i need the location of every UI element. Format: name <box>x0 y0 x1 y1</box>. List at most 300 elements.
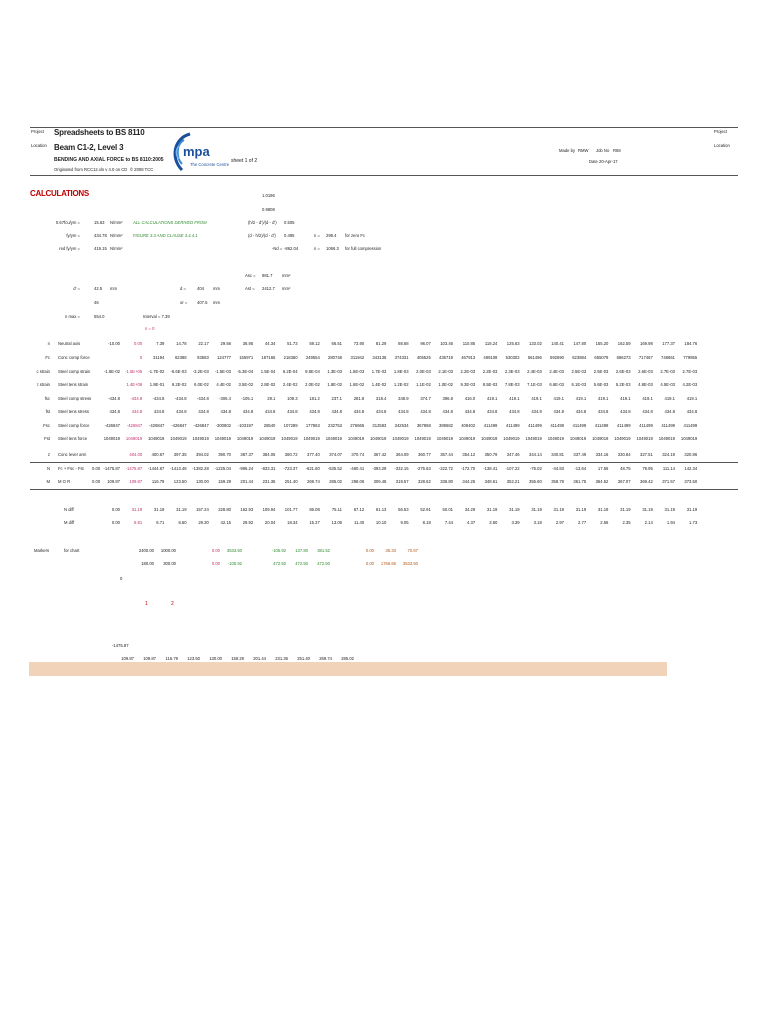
table-cell: 29.1 <box>267 396 276 401</box>
n1-value: 299.4 <box>326 233 337 238</box>
row-description: Steel tens stress <box>58 409 89 414</box>
table-cell: 434.8 <box>686 409 698 414</box>
table-cell: 181.2 <box>309 396 320 401</box>
table-cell: 419.1 <box>620 396 631 401</box>
table-cell: 1049019 <box>636 436 653 441</box>
mdiff-cell: 15.27 <box>309 520 320 525</box>
table-cell: 1.4E-02 <box>371 382 387 387</box>
mdiff-cell: 3.39 <box>511 520 520 525</box>
table-cell: -1382.28 <box>192 466 209 471</box>
bottom-cell: 231.36 <box>275 656 288 661</box>
marker-cell: 1000.00 <box>160 548 176 553</box>
ndiff-cell: 67.12 <box>353 507 365 512</box>
table-cell: 2.3E-03 <box>504 369 520 374</box>
row-description: Conc comp force <box>58 355 90 360</box>
table-cell: 347.46 <box>506 452 520 457</box>
table-cell: 1049019 <box>259 436 276 441</box>
ndiff-cell: 31.19 <box>531 507 542 512</box>
ast-value: 2412.7 <box>262 286 275 291</box>
table-cell: 1.4E+06 <box>126 382 143 387</box>
table-cell: 318.4 <box>375 396 387 401</box>
table-cell: -460.41 <box>349 466 365 471</box>
mdiff-cell: 20.04 <box>264 520 276 525</box>
table-cell: -3.2E-03 <box>192 369 209 374</box>
table-cell: 4.5E-03 <box>660 382 675 387</box>
table-cell: 1.8E-03 <box>393 369 409 374</box>
table-cell: 4.4E-02 <box>216 382 231 387</box>
dprime-label: d' = <box>73 286 80 291</box>
table-cell: 419.1 <box>509 396 520 401</box>
marker-cell: 0.00 <box>365 548 374 553</box>
bottom-cell: 116.79 <box>165 656 178 661</box>
marker-cell: 472.50 <box>295 561 308 566</box>
highlight-band <box>29 662 667 676</box>
table-cell: 623884 <box>572 355 587 360</box>
nmax-label: n max = <box>64 314 80 319</box>
table-cell: -723.37 <box>283 466 298 471</box>
table-cell: 361.75 <box>573 479 587 484</box>
table-cell: 434.8 <box>531 409 542 414</box>
table-cell: 118.24 <box>484 341 498 346</box>
table-cell: 434.8 <box>597 409 609 414</box>
marker-cell: 472.50 <box>317 561 330 566</box>
table-cell: 44.34 <box>264 341 276 346</box>
table-cell: 1049019 <box>281 436 298 441</box>
table-cell: 434.8 <box>331 409 342 414</box>
table-cell: 1049019 <box>547 436 564 441</box>
table-cell: 434.8 <box>353 409 365 414</box>
row-description: Steel comp force <box>58 423 90 428</box>
table-cell: 1049019 <box>370 436 387 441</box>
table-cell: 2.7E-03 <box>660 369 675 374</box>
table-cell: 374331 <box>394 355 409 360</box>
table-cell: 411499 <box>683 423 698 428</box>
asc-label: Asc = <box>245 273 256 278</box>
table-cell: -426847 <box>149 423 165 428</box>
table-cell: 123.50 <box>173 479 187 484</box>
table-cell: 434.8 <box>664 409 675 414</box>
ndiff-cell: 157.24 <box>195 507 209 512</box>
table-cell: 276665 <box>350 423 365 428</box>
table-cell: 1049019 <box>148 436 165 441</box>
table-cell: 6.0E-02 <box>194 382 209 387</box>
table-cell: -621.60 <box>305 466 320 471</box>
table-cell: -426847 <box>171 423 187 428</box>
made-by-label: Made by <box>559 148 576 153</box>
table-cell: 360.77 <box>417 452 431 457</box>
table-cell: 434.8 <box>287 409 298 414</box>
table-cell: 686273 <box>616 355 631 360</box>
marker-cell: -105.92 <box>271 548 286 553</box>
table-cell: 561496 <box>527 355 542 360</box>
table-cell: 124777 <box>217 355 231 360</box>
sheet-number: sheet 1 of 2 <box>231 158 258 164</box>
table-cell: 411499 <box>550 423 564 428</box>
row-description: Neutral axis <box>58 341 81 346</box>
table-cell: 7.8E-03 <box>504 382 520 387</box>
bottom-cell: 251.40 <box>297 656 310 661</box>
param-v2: 0.9808 <box>262 207 275 212</box>
table-cell: 411499 <box>505 423 520 428</box>
table-cell: 411499 <box>616 423 631 428</box>
n1-label: n = <box>314 233 320 238</box>
mdiff-cell: 3.18 <box>533 520 542 525</box>
or-unit: mm <box>213 300 220 305</box>
ndiff-cell: 31.19 <box>642 507 653 512</box>
table-cell: -103197 <box>237 423 254 428</box>
table-cell: -138.41 <box>483 466 498 471</box>
table-cell: 319.57 <box>395 479 409 484</box>
table-cell: 367868 <box>416 423 431 428</box>
fcu-value: 15.63 <box>94 220 105 225</box>
d-value: 404 <box>197 286 204 291</box>
table-cell: 36.95 <box>242 341 254 346</box>
table-cell: -434.8 <box>152 396 165 401</box>
ndiff-cell: 61.13 <box>375 507 387 512</box>
table-cell: 249554 <box>305 355 320 360</box>
table-cell: 499108 <box>483 355 498 360</box>
table-cell: -306.4 <box>219 396 231 401</box>
table-cell: 358.78 <box>551 479 564 484</box>
ndiff-cell: 34.29 <box>464 507 476 512</box>
row-prefix-value: 0.00 <box>92 466 101 471</box>
ast-label: Ast = <box>245 286 255 291</box>
table-cell: -1413.48 <box>170 466 187 471</box>
table-cell: 419.1 <box>664 396 675 401</box>
table-cell: 79.95 <box>642 466 653 471</box>
table-cell: 162.59 <box>617 341 631 346</box>
table-cell: 348.9 <box>398 396 409 401</box>
table-cell: -172.70 <box>460 466 476 471</box>
marker-one: 1 <box>145 601 148 607</box>
mdiff-cell: 1.73 <box>689 520 698 525</box>
bottom-n-value: -1475.87 <box>112 643 129 648</box>
table-cell: -107.22 <box>505 466 520 471</box>
table-cell: 404.00 <box>129 452 143 457</box>
marker-cell: -105.92 <box>227 561 242 566</box>
mdiff-label: M diff <box>64 520 75 525</box>
table-cell: 1049019 <box>525 436 542 441</box>
formula-3-value: -862.04 <box>284 246 299 251</box>
table-cell: 419.1 <box>575 396 587 401</box>
table-cell: 748661 <box>661 355 675 360</box>
table-cell: 93583 <box>197 355 209 360</box>
table-cell: 434.8 <box>620 409 631 414</box>
table-cell: 28540 <box>263 423 276 428</box>
table-cell: 373.50 <box>684 479 698 484</box>
originated-note: Originated from RCC12.xls v 4.0 on CD <box>54 167 128 172</box>
location-label: Location <box>31 143 47 148</box>
table-cell: -1.5E-03 <box>214 369 231 374</box>
job-no-label: Job No <box>596 148 610 153</box>
table-cell: 434.8 <box>375 409 387 414</box>
table-cell: 177863 <box>305 423 320 428</box>
table-cell: 1049019 <box>658 436 675 441</box>
table-cell: -1.6E-02 <box>103 369 120 374</box>
ndiff-cell: 101.77 <box>284 507 298 512</box>
table-cell: 109.3 <box>287 396 298 401</box>
table-cell: 62388 <box>174 355 187 360</box>
marker-cell: 472.50 <box>273 561 286 566</box>
table-cell: -76.02 <box>529 466 542 471</box>
table-cell: -833.31 <box>261 466 276 471</box>
table-cell: 434.8 <box>131 409 143 414</box>
table-cell: 419.1 <box>486 396 498 401</box>
table-cell: 348.61 <box>484 479 498 484</box>
marker-cell: 0.00 <box>365 561 374 566</box>
title-line3: BENDING AND AXIAL FORCE to BS 8110:2005 <box>54 157 164 163</box>
table-cell: -275.63 <box>416 466 431 471</box>
ndiff-label: N diff <box>64 507 74 512</box>
table-cell: 434.8 <box>309 409 320 414</box>
mdiff-cell: 2.77 <box>578 520 587 525</box>
marker-cell: 180.00 <box>141 561 154 566</box>
table-cell: 434.8 <box>242 409 254 414</box>
table-cell: 434.8 <box>553 409 564 414</box>
ndiff-cell: 50.01 <box>442 507 453 512</box>
ndiff-cell: 86.08 <box>309 507 320 512</box>
formula-3: -Nd = <box>272 246 283 251</box>
asc-value: 981.7 <box>262 273 273 278</box>
table-cell: 2.1E-03 <box>438 369 453 374</box>
table-cell: -1225.04 <box>214 466 231 471</box>
table-cell: -13.64 <box>574 466 587 471</box>
table-cell: 405525 <box>416 355 431 360</box>
table-cell: 1.7E-03 <box>371 369 387 374</box>
ndiff-cell: 31.19 <box>620 507 631 512</box>
dprime-unit: mm <box>110 286 117 291</box>
table-cell: 411499 <box>483 423 498 428</box>
fcu-unit: N/mm² <box>110 220 123 225</box>
table-cell: 109.87 <box>107 479 120 484</box>
table-cell: 9.2E-02 <box>171 382 187 387</box>
formula-1-value: 0.505 <box>284 220 295 225</box>
table-cell: 434.8 <box>109 409 120 414</box>
table-cell: 2.4E-03 <box>527 369 542 374</box>
table-cell: -1.5E+05 <box>125 369 143 374</box>
table-cell: -535.52 <box>327 466 342 471</box>
table-cell: 3.5E-02 <box>238 382 254 387</box>
table-cell: 1049019 <box>325 436 342 441</box>
table-cell: 201.44 <box>240 479 254 484</box>
table-cell: 48.75 <box>620 466 631 471</box>
table-cell: 408402 <box>461 423 476 428</box>
mdiff-cell: 6.71 <box>156 520 165 525</box>
table-cell: 2.5E-03 <box>571 369 587 374</box>
table-cell: 177.37 <box>662 341 675 346</box>
table-cell: 155971 <box>239 355 254 360</box>
table-cell: 1.1E-02 <box>416 382 431 387</box>
table-cell: 1049019 <box>170 436 187 441</box>
table-cell: 1.5E-03 <box>349 369 365 374</box>
table-cell: -222.72 <box>438 466 453 471</box>
table-cell: 2.5E-03 <box>593 369 609 374</box>
right-project-label: Project <box>714 129 728 134</box>
table-cell: 337.49 <box>573 452 587 457</box>
table-cell: 133.02 <box>528 341 542 346</box>
table-cell: 434.8 <box>398 409 409 414</box>
table-cell: 717467 <box>638 355 653 360</box>
table-cell: 369.42 <box>639 479 653 484</box>
table-cell: 371.57 <box>662 479 675 484</box>
table-cell: -6.6E-03 <box>170 369 187 374</box>
table-cell: 4.2E-03 <box>682 382 698 387</box>
bottom-cell: 123.50 <box>187 656 200 661</box>
table-cell: 1049019 <box>592 436 609 441</box>
table-cell: 2.6E-03 <box>638 369 653 374</box>
table-cell: -1.7E-02 <box>148 369 165 374</box>
table-cell: 380.72 <box>284 452 298 457</box>
table-cell: 434.8 <box>642 409 653 414</box>
interval-note: Interval = 7.39 <box>143 314 170 319</box>
mdiff-cell: 29.30 <box>198 520 209 525</box>
row-label: z <box>47 452 50 457</box>
fy-unit: N/mm² <box>110 233 123 238</box>
table-cell: 394.02 <box>195 452 209 457</box>
d-unit: mm <box>213 286 220 291</box>
or-value: 407.5 <box>197 300 208 305</box>
table-cell: 416.0 <box>464 396 476 401</box>
row-label: Fc <box>45 355 50 360</box>
row-label: M <box>46 479 50 484</box>
table-cell: 269.74 <box>306 479 320 484</box>
table-cell: 1049019 <box>481 436 498 441</box>
mdiff-cell: 8.18 <box>422 520 431 525</box>
mdiff-cell: 2.56 <box>600 520 609 525</box>
table-cell: 419.1 <box>597 396 609 401</box>
table-cell: 352.21 <box>506 479 520 484</box>
ndiff-cell: 31.19 <box>153 507 165 512</box>
table-cell: 6.1E-03 <box>571 382 587 387</box>
formula-2-value: 0.495 <box>284 233 295 238</box>
table-cell: -434.8 <box>196 396 209 401</box>
logo-text: mpa <box>183 144 210 159</box>
mdiff-cell: 42.15 <box>220 520 231 525</box>
ndiff-cell: 228.80 <box>218 507 231 512</box>
redfy-unit: N/mm² <box>110 246 123 251</box>
table-cell: 370.74 <box>351 452 365 457</box>
table-cell: 140.41 <box>551 341 564 346</box>
table-cell: 110.85 <box>462 341 476 346</box>
param-v1: 1.0196 <box>262 193 275 198</box>
table-cell: -5.3E-04 <box>237 369 254 374</box>
table-cell: 6.2E-04 <box>282 369 298 374</box>
table-cell: 88.68 <box>398 341 409 346</box>
table-cell: 309.48 <box>373 479 387 484</box>
bottom-cell: 201.44 <box>253 656 266 661</box>
table-cell: 384.05 <box>262 452 276 457</box>
table-cell: 2.7E-03 <box>682 369 698 374</box>
table-cell: 374.07 <box>329 452 342 457</box>
table-cell: 419.1 <box>686 396 698 401</box>
bottom-cell: 269.74 <box>319 656 332 661</box>
table-cell: 419.1 <box>642 396 653 401</box>
table-cell: 7.39 <box>156 341 165 346</box>
table-cell: -434.8 <box>108 396 120 401</box>
table-cell: 1049019 <box>436 436 453 441</box>
row-description: Steel comp stress <box>58 396 92 401</box>
table-cell: 434.8 <box>153 409 165 414</box>
table-cell: 187165 <box>261 355 276 360</box>
bottom-cell: 285.02 <box>341 656 354 661</box>
table-cell: 1049019 <box>392 436 409 441</box>
table-cell: -300802 <box>215 423 231 428</box>
mdiff-cell: 18.34 <box>287 520 298 525</box>
row-label: t strain <box>37 382 50 387</box>
formula-1: (h/2 - d')/(d - d') <box>248 220 277 225</box>
mdiff-cell: 6.50 <box>178 520 187 525</box>
bottom-cell: 130.00 <box>209 656 222 661</box>
mdiff-cell: 7.44 <box>444 520 453 525</box>
table-cell: 367.07 <box>617 479 631 484</box>
table-cell: 419.1 <box>531 396 542 401</box>
table-cell: 779855 <box>683 355 698 360</box>
table-cell: 111.14 <box>662 466 675 471</box>
row-label: Fsc <box>43 423 50 428</box>
table-cell: 2.2E-03 <box>482 369 498 374</box>
marker-cell: 0.00 <box>211 561 220 566</box>
marker-cell: 3533.50 <box>226 548 242 553</box>
table-cell: 116.79 <box>151 479 165 484</box>
table-cell: -1444.67 <box>147 466 165 471</box>
table-cell: 434.8 <box>442 409 453 414</box>
table-cell: 344.14 <box>528 452 542 457</box>
table-cell: 655079 <box>594 355 609 360</box>
table-cell: 5.2E-03 <box>615 382 631 387</box>
table-cell: 364.52 <box>595 479 609 484</box>
table-cell: 9.3E-03 <box>460 382 476 387</box>
table-cell: -1475.87 <box>103 466 120 471</box>
table-cell: 434.8 <box>464 409 476 414</box>
table-cell: 434.8 <box>220 409 231 414</box>
table-cell: 592690 <box>550 355 564 360</box>
ndiff-cell: 52.91 <box>420 507 431 512</box>
header-bottom-rule <box>30 175 738 176</box>
table-cell: 1049019 <box>614 436 631 441</box>
table-cell: 107289 <box>283 423 298 428</box>
ndiff-cell: 75.11 <box>331 507 342 512</box>
calculations-heading: CALCULATIONS <box>30 189 89 198</box>
table-cell: 1049019 <box>680 436 698 441</box>
table-cell: 96.07 <box>420 341 431 346</box>
table-cell: 324.19 <box>662 452 675 457</box>
row-label: Fst <box>44 436 50 441</box>
table-cell: 434.8 <box>264 409 276 414</box>
date-label: Date <box>589 159 598 164</box>
table-cell: 354.12 <box>462 452 476 457</box>
table-cell: 0.00 <box>134 341 143 346</box>
table-cell: 334.16 <box>595 452 609 457</box>
table-cell: -434.8 <box>174 396 187 401</box>
table-cell: 350.79 <box>484 452 498 457</box>
table-cell: 1.3E-03 <box>327 369 342 374</box>
n-zero-note: n = 0 <box>145 326 155 331</box>
table-cell: 434.8 <box>575 409 587 414</box>
table-cell: 343136 <box>372 355 387 360</box>
table-cell: 29.56 <box>220 341 231 346</box>
table-cell: 142.34 <box>684 466 698 471</box>
table-cell: 66.51 <box>331 341 342 346</box>
table-cell: 2.4E-02 <box>282 382 298 387</box>
table-cell: 2.8E-02 <box>260 382 276 387</box>
row-description: Steel tens strain <box>58 382 89 387</box>
table-cell: 400.67 <box>151 452 165 457</box>
table-cell: 374.7 <box>420 396 431 401</box>
marker-cell: 1766.65 <box>380 561 396 566</box>
table-cell: 530302 <box>505 355 520 360</box>
table-cell: 17.56 <box>597 466 609 471</box>
project-label: Project <box>31 129 45 134</box>
